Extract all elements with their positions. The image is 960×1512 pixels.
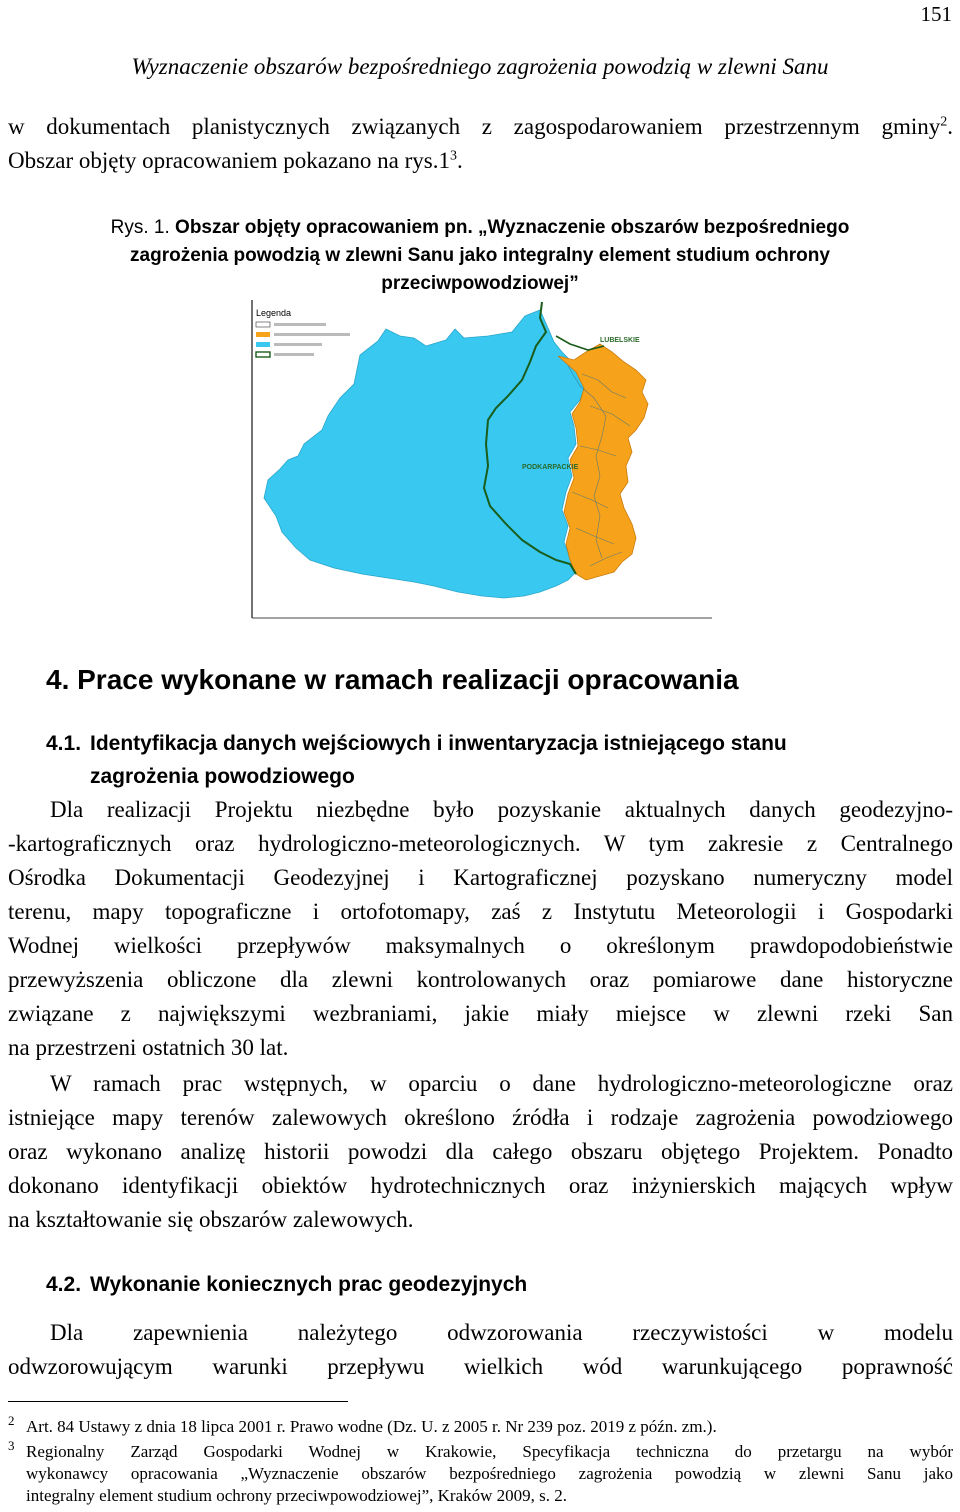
footnote-2: 2 Art. 84 Ustawy z dnia 18 lipca 2001 r. Prawo wodne (Dz. U. z 2005 r. Nr 239 poz. 2019 z późn. zm.).: [8, 1413, 717, 1436]
figure-caption: Rys. 1. Obszar objęty opracowaniem pn. „Wyznaczenie obszarów bezpośredniego zagrożenia powodzią w zlewni Sanu jako integralny element studium ochrony przeciwpowodziowej”: [110, 217, 850, 294]
study-area-map: [250, 296, 720, 622]
intro-line-2: Obszar objęty opracowaniem pokazano na $rys.1^3$.: [8, 148, 463, 173]
region-label-podkarpackie: PODKARPACKIE: [522, 464, 579, 471]
region-label-lubelskie: LUBELSKIE: [600, 337, 640, 344]
text-line: istniejące mapy terenów zalewowych określono źródła i rodzaje zagrożenia powodziowego: [8, 1105, 953, 1130]
intro-paragraph: [8, 110, 953, 178]
map-legend: [256, 308, 350, 357]
text-line: Dla realizacji Projektu niezbędne było pozyskanie aktualnych danych geodezyjno-: [50, 797, 953, 822]
text-line: przewyższenia obliczone dla zlewni kontrolowanych oraz pomiarowe dane historyczne: [8, 967, 953, 992]
legend-title: Legenda: [256, 308, 292, 318]
footnote-separator: [8, 1401, 348, 1402]
running-header: Wyznaczenie obszarów bezpośredniego zagrożenia powodzią w zlewni Sanu: [131, 54, 829, 79]
text-line: związane z największymi wezbraniami, jakie miały miejsce w zlewni rzeki San: [8, 1001, 953, 1026]
text-line: oraz wykonano analizę historii powodzi dla całego obszaru objętego Projektem. Ponadto: [8, 1139, 953, 1164]
text-line: W ramach prac wstępnych, w oparciu o dane hydrologiczno-meteorologiczne oraz: [50, 1071, 953, 1096]
footnote-3: 3 Regionalny Zarząd Gospodarki Wodnej w Krakowie, Specyfikacja techniczna do przetargu na wybór wykonawcy opracowania „Wyznaczenie obszarów bezpośredniego zagrożenia powodzią w zlewni Sanu jako integralny element studium ochrony przeciwpowodziowej”, Kraków 2009, s. 2.: [8, 1438, 953, 1505]
text-line: -kartograficznych oraz hydrologiczno-meteorologicznych. W tym zakresie z Centralnego: [8, 831, 953, 856]
text-line: Ośrodka Dokumentacji Geodezyjnej i Kartograficznej pozyskano numeryczny model: [8, 865, 953, 890]
text-line: na kształtowanie się obszarów zalewowych.: [8, 1207, 414, 1232]
text-line: Wodnej wielkości przepływów maksymalnych o określonym prawdopodobieństwie: [8, 933, 953, 958]
text-line: Dla zapewnienia należytego odwzorowania rzeczywistości w modelu: [50, 1320, 953, 1345]
section-4-heading: 4. Prace wykonane w ramach realizacji opracowania: [46, 664, 739, 695]
section-4-2-paragraph-1: [8, 1316, 953, 1384]
section-4-1-paragraph-1: [8, 793, 953, 1065]
text-line: na przestrzeni ostatnich 30 lat.: [8, 1035, 289, 1060]
intro-line-1: w dokumentach planistycznych związanych z zagospodarowaniem przestrzennym gminy$^2$.: [8, 114, 953, 139]
text-line: terenu, mapy topograficzne i ortofotomapy, zaś z Instytutu Meteorologii i Gospodarki: [8, 899, 953, 924]
text-line: odwzorowującym warunki przepływu wielkich wód warunkującego poprawność: [8, 1354, 953, 1379]
section-4-1-heading: 4.1. Identyfikacja danych wejściowych i inwentaryzacja istniejącego stanu zagrożenia powodziowego: [46, 732, 787, 788]
page-number: 151: [920, 2, 952, 26]
section-4-2-heading: 4.2. Wykonanie koniecznych prac geodezyjnych: [46, 1273, 528, 1296]
section-4-1-paragraph-2: [8, 1067, 953, 1237]
text-line: dokonano identyfikacji obiektów hydrotechnicznych oraz inżynierskich mających wpływ: [8, 1173, 953, 1198]
